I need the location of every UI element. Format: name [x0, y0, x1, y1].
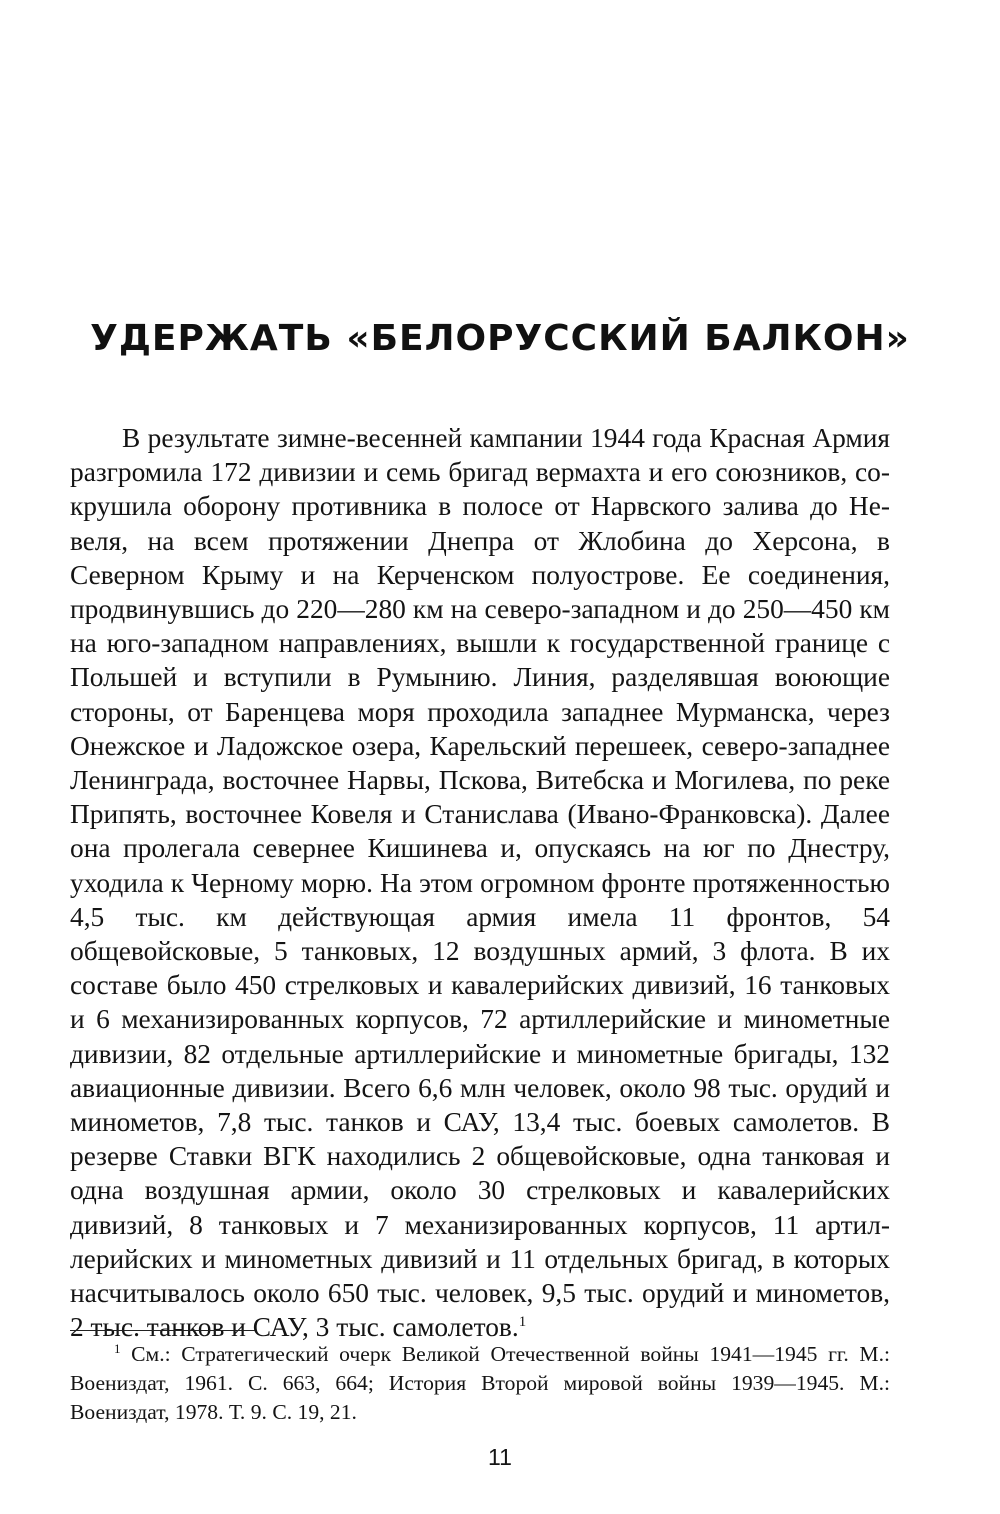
- footnote-text: См.: Стратегический очерк Великой Отечественной войны 1941—1945 гг. М.: Воениздат, 1961. С. 663, 664; История Второй мировой войны 1939—1945. М.: Воениздат, 1978. Т. 9. С. 19, 21.: [70, 1342, 890, 1424]
- footnote-separator: [70, 1330, 255, 1331]
- footnote-marker: 1: [114, 1340, 121, 1356]
- body-paragraph: [70, 421, 890, 1344]
- page-number: 11: [488, 1444, 512, 1470]
- body-paragraph-text: В результате зимне-весенней кампании 1944 года Красная Армия разгромила 172 дивизии и семь бригад вермахта и его союзников, сокрушила оборону противника в полосе от Нарвского залива до Невеля, на всем протяжении Днепра от Жлобина до Херсона, в Северном Крыму и на Керченском полуострове. Ее соединения, продвинувшись до 220—280 км на северо-западном и до 250—450 км на юго-западном направлениях, вышли к государственной границе с Польшей и вступили в Румынию. Линия, разделявшая воюющие стороны, от Баренцева моря проходила западнее Мурманска, через Онежское и Ладожское озера, Карельский перешеек, северо-западнее Ленинграда, восточнее Нарвы, Пскова, Витебска и Могилева, по реке Припять, восточнее Ковеля и Станислава (Ивано-Франковска). Далее она пролегала севернее Кишинева и, опускаясь на юг по Днестру, уходила к Черному морю. На этом огромном фронте протяженностью 4,5 тыс. км действующая армия имела 11 фронтов, 54 общевойсковые, 5 танковых, 12 воздушных армий, 3 флота. В их составе было 450 стрелковых и кавалерийских дивизий, 16 танковых и 6 механизированных корпусов, 72 артиллерийские и минометные дивизии, 82 отдельные артиллерийские и минометные бригады, 132 авиационные дивизии. Всего 6,6 млн человек, около 98 тыс. орудий и минометов, 7,8 тыс. танков и САУ, 13,4 тыс. боевых самолетов. В резерве Ставки ВГК находились 2 общевойсковые, одна танковая и одна воздушная армии, около 30 стрелковых и кавалерийских дивизий, 8 танковых и 7 механизированных корпусов, 11 артиллерийских и минометных дивизий и 11 отдельных бригад, в которых насчитывалось около 650 тыс. человек, 9,5 тыс. орудий и минометов, 2 тыс. танков и САУ, 3 тыс. самолетов.: [70, 423, 890, 1343]
- footnote: [70, 1340, 890, 1427]
- footnote-reference[interactable]: 1: [518, 1314, 527, 1331]
- chapter-title: УДЕРЖАТЬ «БЕЛОРУССКИЙ БАЛКОН»: [90, 318, 910, 359]
